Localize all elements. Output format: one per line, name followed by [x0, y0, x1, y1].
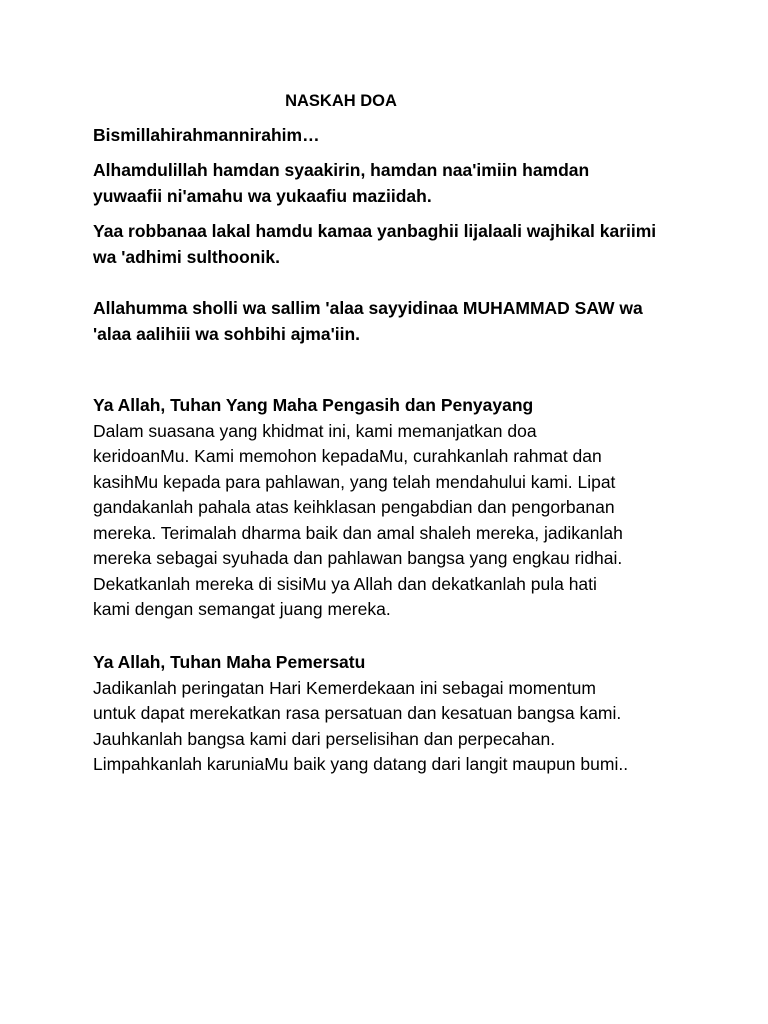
praise-2-line-1: Yaa robbanaa lakal hamdu kamaa yanbaghii lijalaali wajhikal kariimi — [93, 221, 657, 241]
section-2-heading: Ya Allah, Tuhan Maha Pemersatu — [93, 652, 366, 672]
section-1-heading: Ya Allah, Tuhan Yang Maha Pengasih dan Penyayang — [93, 395, 534, 415]
section-2-line: Jadikanlah peringatan Hari Kemerdekaan ini sebagai momentum — [93, 678, 596, 698]
document-title: NASKAH DOA — [285, 92, 397, 110]
sholawat-line-2: 'alaa aalihiii wa sohbihi ajma'iin. — [93, 324, 361, 344]
section-2-line: Jauhkanlah bangsa kami dari perselisihan dan perpecahan. — [93, 729, 556, 749]
section-1-line: Dalam suasana yang khidmat ini, kami memanjatkan doa — [93, 421, 537, 441]
praise-1-line-1: Alhamdulillah hamdan syaakirin, hamdan naa'imiin hamdan — [93, 160, 590, 180]
section-1-line: mereka. Terimalah dharma baik dan amal shaleh mereka, jadikanlah — [93, 523, 623, 543]
section-2-line: untuk dapat merekatkan rasa persatuan dan kesatuan bangsa kami. — [93, 703, 622, 723]
section-1-line: keridoanMu. Kami memohon kepadaMu, curahkanlah rahmat dan — [93, 446, 602, 466]
section-2-line: Limpahkanlah karuniaMu baik yang datang dari langit maupun bumi.. — [93, 754, 629, 774]
section-1-line: kasihMu kepada para pahlawan, yang telah mendahului kami. Lipat — [93, 472, 616, 492]
section-1-line: mereka sebagai syuhada dan pahlawan bangsa yang engkau ridhai. — [93, 548, 623, 568]
sholawat-line-1: Allahumma sholli wa sallim 'alaa sayyidinaa MUHAMMAD SAW wa — [93, 298, 643, 318]
opening-line: Bismillahirahmannirahim… — [93, 125, 320, 145]
praise-1-line-2: yuwaafii ni'amahu wa yukaafiu maziidah. — [93, 186, 432, 206]
section-1-line: gandakanlah pahala atas keihklasan pengabdian dan pengorbanan — [93, 497, 615, 517]
section-1-line: Dekatkanlah mereka di sisiMu ya Allah dan dekatkanlah pula hati — [93, 574, 597, 594]
praise-2-line-2: wa 'adhimi sulthoonik. — [93, 247, 280, 267]
section-1-line: kami dengan semangat juang mereka. — [93, 599, 391, 619]
